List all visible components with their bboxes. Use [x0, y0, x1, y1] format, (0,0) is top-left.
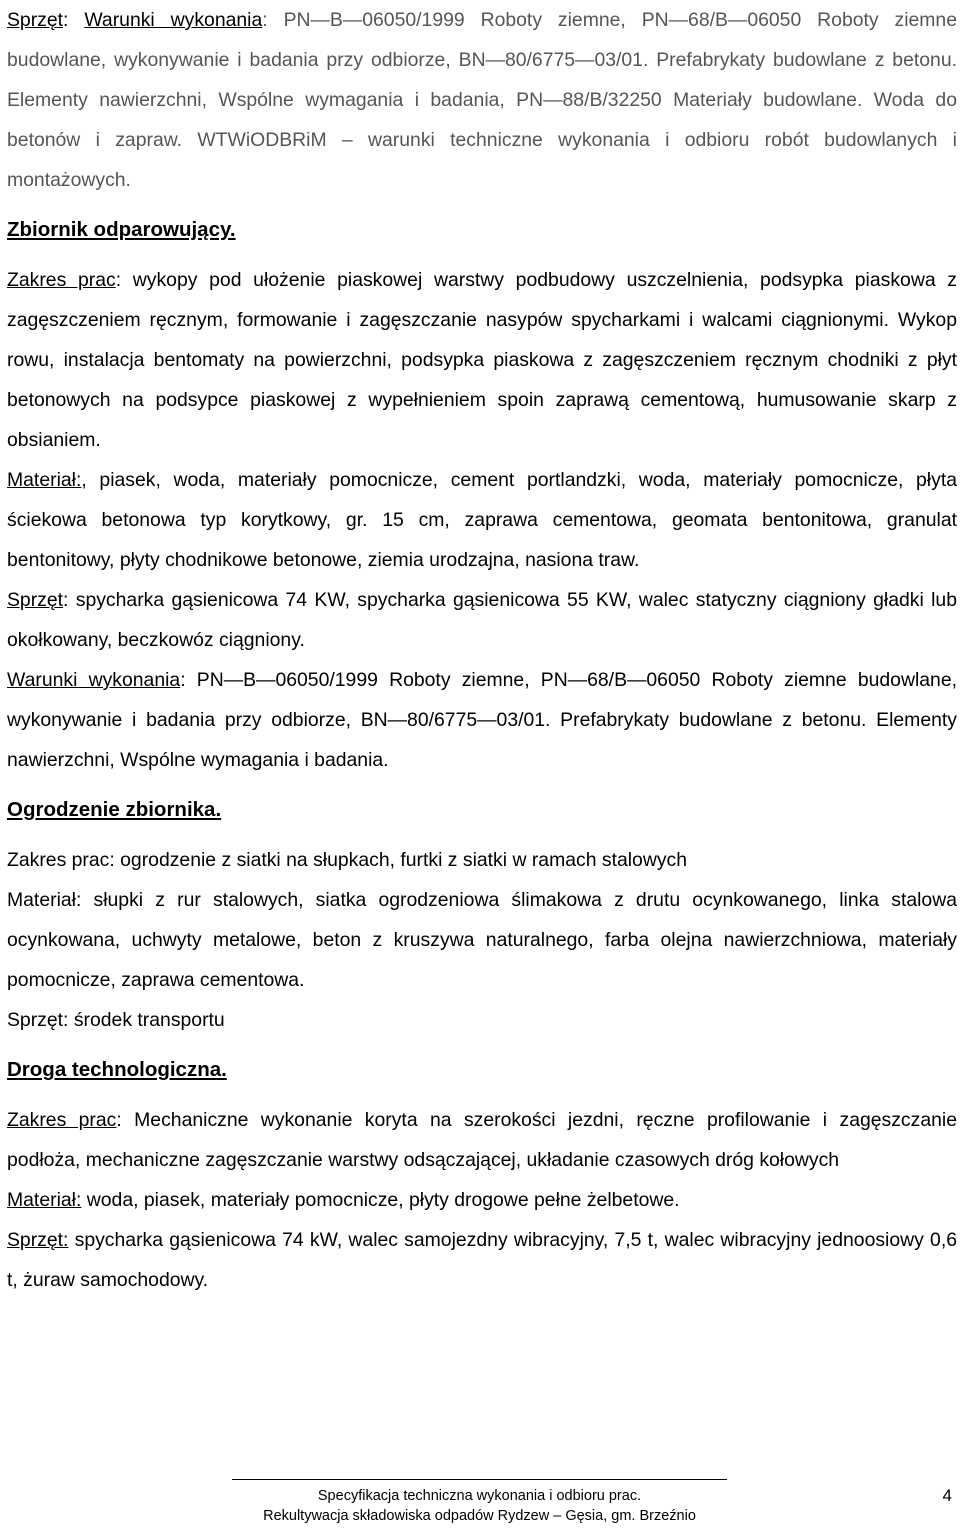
footer-divider [232, 1479, 727, 1480]
page-footer [0, 1466, 960, 1526]
scope-text: : wykopy pod ułożenie piaskowej warstwy podbudowy uszczelnienia, podsypka piaskowa z zagęszczeniem ręcznym, formowanie i zagęszczanie nasypów spycharkami i walcami ciągnionymi. Wykop rowu, instalacja bentomaty na powierzchni, podsypka piaskowa z zagęszczeniem ręcznym chodniki z płyt betonowych na podsypce piaskowej z wypełnieniem spoin zaprawą cementową, humusowanie skarp z obsianiem. [7, 269, 957, 451]
footer-text [232, 1486, 727, 1526]
conditions-text: : PN—B—06050/1999 Roboty ziemne, PN—68/B—06050 Roboty ziemne budowlane, wykonywanie i badania przy odbiorze, BN—80/6775—03/01. Prefabrykaty budowlane z betonu. Elementy nawierzchni, Wspólne wymagania i badania. [7, 669, 958, 771]
equipment-paragraph [7, 580, 957, 660]
section-tank-fence [7, 790, 957, 1040]
material-paragraph [7, 460, 957, 580]
equipment-paragraph: Sprzęt: środek transportu [7, 1009, 225, 1031]
scope-label: Zakres prac [7, 1109, 117, 1131]
equipment-text: spycharka gąsienicowa 74 kW, walec samojezdny wibracyjny, 7,5 t, walec wibracyjny jednoosiowy 0,6 t, żuraw samochodowy. [7, 1229, 957, 1291]
scope-paragraph [7, 1100, 957, 1180]
footer-line-1: Specyfikacja techniczna wykonania i odbioru prac. [317, 1488, 642, 1504]
section-evaporation-tank [7, 210, 957, 780]
equipment-text: : spycharka gąsienicowa 74 KW, spycharka gąsienicowa 55 KW, walec statyczny ciągniony gładki lub okołkowany, beczkowóz ciągniony. [7, 589, 957, 651]
sprzet-label: Sprzęt [7, 9, 64, 31]
separator: : [63, 9, 85, 31]
conditions-label: Warunki wykonania [7, 669, 181, 691]
scope-paragraph [7, 260, 957, 460]
warunki-label: Warunki wykonania [84, 9, 263, 31]
scope-paragraph: Zakres prac: ogrodzenie z siatki na słupkach, furtki z siatki w ramach stalowych [7, 849, 688, 871]
conditions-paragraph [7, 0, 957, 200]
material-label: Materiał: [7, 469, 82, 491]
material-paragraph: Materiał: słupki z rur stalowych, siatka ogrodzeniowa ślimakowa z drutu ocynkowanego, linka stalowa ocynkowana, uchwyty metalowe, beton z kruszywa naturalnego, farba olejna nawierzchniowa, materiały pomocnicze, zaprawa cementowa. [7, 889, 957, 991]
material-paragraph [7, 1180, 957, 1220]
conditions-paragraph [7, 660, 957, 780]
section-heading: Ogrodzenie zbiornika. [7, 798, 222, 821]
section-heading: Droga technologiczna. [7, 1058, 227, 1081]
material-label: Materiał: [7, 1189, 82, 1211]
scope-text: : Mechaniczne wykonanie koryta na szerokości jezdni, ręczne profilowanie i zagęszczanie podłoża, mechaniczne zagęszczanie warstwy odsączającej, układanie czasowych dróg kołowych [7, 1109, 957, 1171]
document-body [7, 0, 957, 1300]
section-heading: Zbiornik odparowujący. [7, 218, 236, 241]
material-text: , piasek, woda, materiały pomocnicze, cement portlandzki, woda, materiały pomocnicze, płyta ściekowa betonowa typ korytkowy, gr. 15 cm, zaprawa cementowa, geomata bentonitowa, granulat bentonitowy, płyty chodnikowe betonowe, ziemia urodzajna, nasiona traw. [7, 469, 957, 571]
equipment-label: Sprzęt: [7, 1229, 69, 1251]
section-reservoir-conditions [7, 0, 957, 200]
scope-label: Zakres prac [7, 269, 116, 291]
material-text: woda, piasek, materiały pomocnicze, płyty drogowe pełne żelbetowe. [81, 1189, 680, 1211]
conditions-text: : PN—B—06050/1999 Roboty ziemne, PN—68/B—06050 Roboty ziemne budowlane, wykonywanie i badania przy odbiorze, BN—80/6775—03/01. Prefabrykaty budowlane z betonu. Elementy nawierzchni, Wspólne wymagania i badania, PN—88/B/32250 Materiały budowlane. Woda do betonów i zapraw. WTWiODBRiM – warunki techniczne wykonania i odbioru robót budowlanych i montażowych. [7, 9, 958, 191]
footer-line-2: Rekultywacja składowiska odpadów Rydzew – Gęsia, gm. Brzeźnio [263, 1508, 696, 1524]
equipment-paragraph [7, 1220, 957, 1300]
page-number: 4 [942, 1486, 952, 1505]
equipment-label: Sprzęt [7, 589, 64, 611]
section-technological-road [7, 1050, 957, 1300]
